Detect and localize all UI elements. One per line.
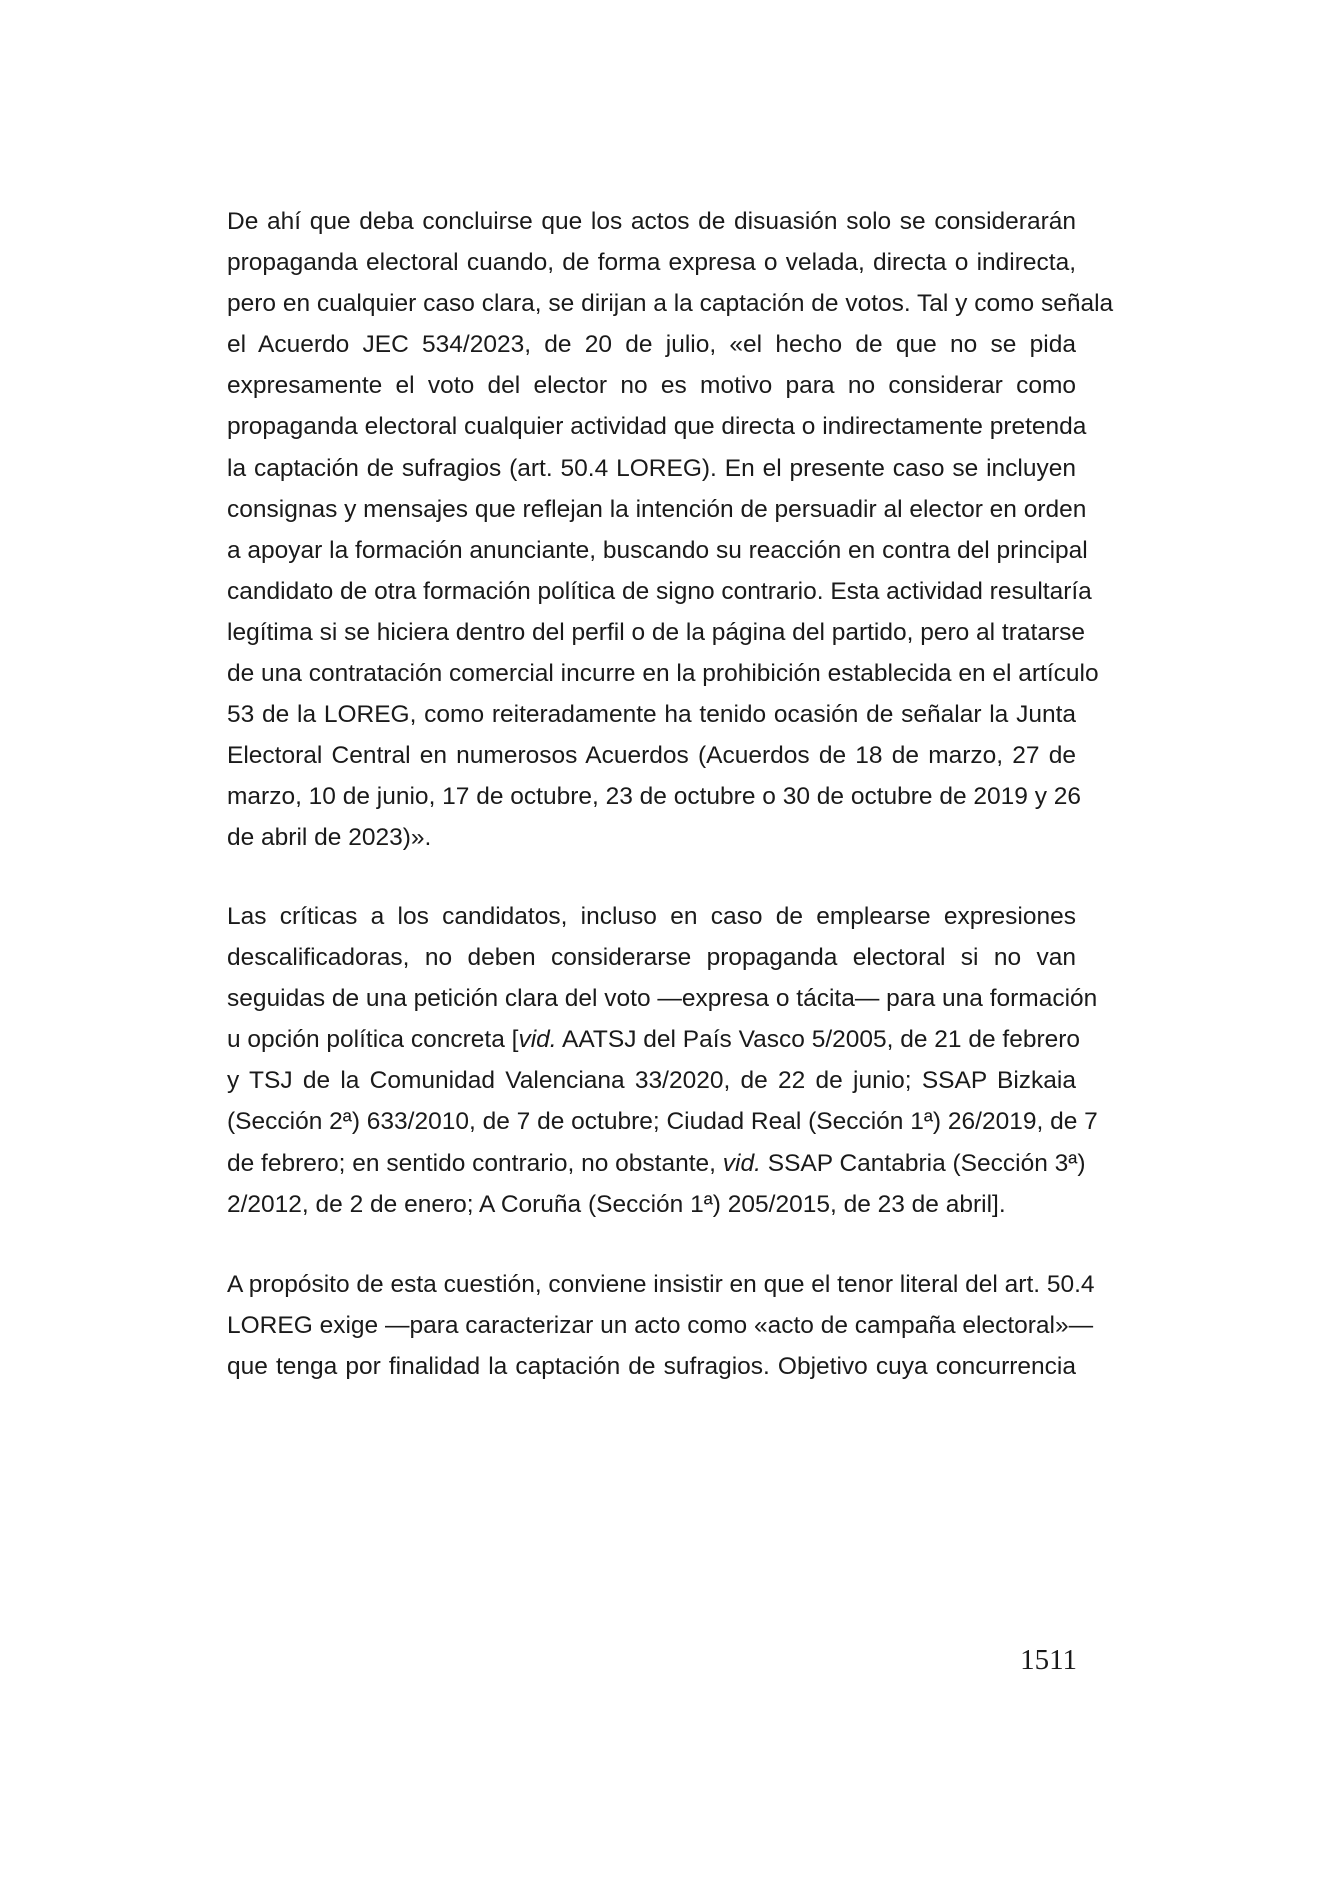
text-segment: LOREG exige —para caracterizar un acto como «acto de campaña electoral»— [227,1312,1094,1340]
text-segment: 53 de la LOREG, como reiteradamente ha tenido ocasión de señalar la Junta [227,701,1076,729]
text-segment: u opción política concreta [ [227,1026,519,1054]
text-line [227,324,1076,365]
text-segment: que tenga por finalidad la captación de sufragios. Objetivo cuya concurrencia [227,1353,1076,1381]
text-line [227,1060,1076,1101]
text-line [227,1264,1095,1305]
text-segment: expresamente el voto del elector no es motivo para no considerar como [227,372,1076,400]
text-segment: candidato de otra formación política de signo contrario. Esta actividad resultaría [227,577,1092,605]
text-segment: la captación de sufragios (art. 50.4 LOREG). En el presente caso se incluyen [227,454,1076,482]
text-line [227,1019,1081,1060]
paragraph-disuasion [227,201,1114,859]
text-segment: seguidas de una petición clara del voto —expresa o tácita— para una formación [227,985,1098,1013]
page-number: 1511 [1020,1644,1077,1676]
text-line [227,201,1076,242]
text-line [227,571,1092,612]
text-line [227,406,1087,447]
text-segment: pero en cualquier caso clara, se dirijan a la captación de votos. Tal y como señala [227,290,1114,318]
text-segment: de una contratación comercial incurre en la prohibición establecida en el artículo [227,660,1099,688]
italic-text-segment: vid. [722,1149,761,1177]
text-line [227,896,1076,937]
text-segment: consignas y mensajes que reflejan la intención de persuadir al elector en orden [227,495,1087,523]
text-segment: legítima si se hiciera dentro del perfil o de la página del partido, pero al tratarse [227,618,1085,646]
text-line [227,448,1076,489]
text-line [227,1184,1076,1225]
text-segment: marzo, 10 de junio, 17 de octubre, 23 de octubre o 30 de octubre de 2019 y 26 [227,783,1082,811]
text-line [227,937,1076,978]
text-segment: de febrero; en sentido contrario, no obstante, [227,1149,723,1177]
text-line [227,489,1087,530]
text-line [227,365,1076,406]
text-segment: Electoral Central en numerosos Acuerdos (Acuerdos de 18 de marzo, 27 de [227,742,1076,770]
paragraph-criticas [227,896,1098,1225]
text-segment: Las críticas a los candidatos, incluso en caso de emplearse expresiones [227,903,1076,930]
text-line [227,978,1098,1019]
text-segment: descalificadoras, no deben considerarse propaganda electoral si no van [227,944,1076,972]
paragraph-proposito [227,1264,1095,1387]
text-line [227,1101,1098,1142]
italic-text-segment: vid. [518,1026,557,1054]
text-line [227,735,1076,776]
text-line [227,653,1099,694]
text-segment: propaganda electoral cuando, de forma expresa o velada, directa o indirecta, [227,249,1076,277]
text-line [227,530,1088,571]
text-segment: de abril de 2023)». [227,824,432,852]
text-segment: (Sección 2ª) 633/2010, de 7 de octubre; Ciudad Real (Sección 1ª) 26/2019, de 7 [227,1108,1098,1136]
text-segment: 2/2012, de 2 de enero; A Coruña (Sección 1ª) 205/2015, de 23 de abril]. [227,1190,1006,1218]
text-segment: a apoyar la formación anunciante, buscando su reacción en contra del principal [227,536,1088,564]
text-line [227,612,1085,653]
text-segment: y TSJ de la Comunidad Valenciana 33/2020, de 22 de junio; SSAP Bizkaia [227,1067,1076,1095]
text-segment: SSAP Cantabria (Sección 3ª) [760,1149,1086,1177]
text-line [227,1305,1094,1346]
text-line [227,242,1076,283]
text-line [227,1346,1076,1387]
text-line [227,1143,1086,1184]
text-line [227,776,1082,817]
text-line [227,694,1076,735]
text-segment: AATSJ del País Vasco 5/2005, de 21 de febrero [556,1026,1081,1054]
text-segment: el Acuerdo JEC 534/2023, de 20 de julio, «el hecho de que no se pida [227,331,1076,359]
text-segment: A propósito de esta cuestión, conviene insistir en que el tenor literal del art. 50.4 [227,1271,1095,1298]
text-line [227,283,1114,324]
text-line [227,817,1076,858]
text-segment: De ahí que deba concluirse que los actos de disuasión solo se considerarán [227,208,1076,235]
text-segment: propaganda electoral cualquier actividad que directa o indirectamente pretenda [227,413,1087,441]
